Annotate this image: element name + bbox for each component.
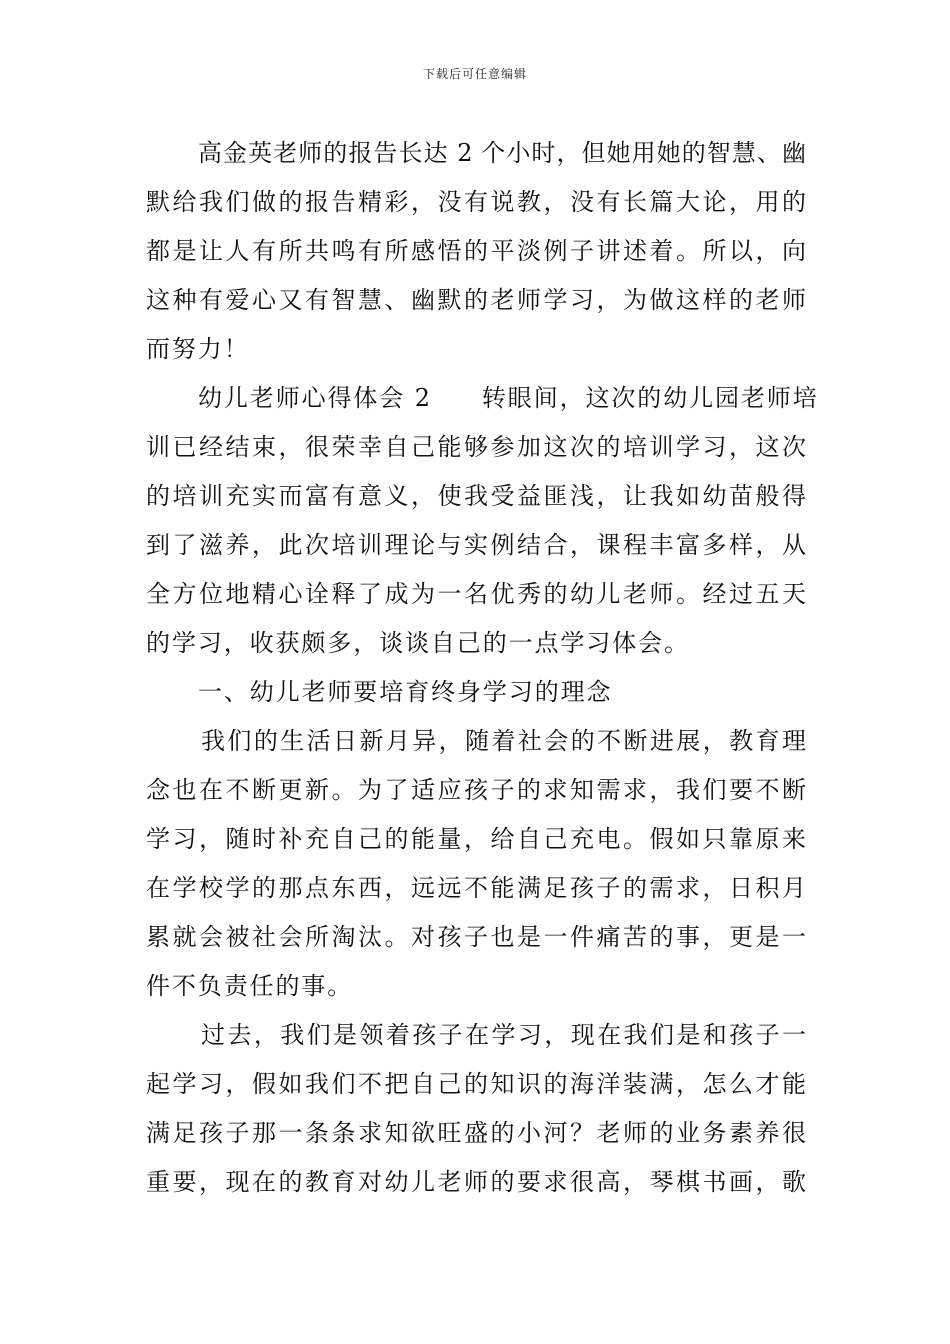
document-body bbox=[146, 129, 819, 1207]
text-line: 起学习，假如我们不把自己的知识的海洋装满，怎么才能 bbox=[146, 1070, 806, 1098]
text-line bbox=[146, 374, 819, 423]
text-line: 件不负责任的事。 bbox=[146, 972, 354, 1000]
text-line: 学习，随时补充自己的能量，给自己充电。假如只靠原来 bbox=[146, 825, 806, 853]
text-line: 的学习，收获颇多，谈谈自己的一点学习体会。 bbox=[146, 629, 690, 657]
text-line: 的培训充实而富有意义，使我受益匪浅，让我如幼苗般得 bbox=[146, 482, 806, 510]
text-line: 在学校学的那点东西，远远不能满足孩子的需求，日积月 bbox=[146, 874, 806, 902]
text-line: 满足孩子那一条条求知欲旺盛的小河？老师的业务素养很 bbox=[146, 1119, 806, 1147]
text-line: 过去，我们是领着孩子在学习，现在我们是和孩子一 bbox=[201, 1021, 806, 1049]
text-line: 重要，现在的教育对幼儿老师的要求很高，琴棋书画，歌 bbox=[146, 1168, 806, 1196]
text-line: 这种有爱心又有智慧、幽默的老师学习，为做这样的老师 bbox=[146, 286, 806, 314]
paragraph bbox=[146, 1011, 806, 1207]
text-line: 全方位地精心诠释了成为一名优秀的幼儿老师。经过五天 bbox=[146, 580, 806, 608]
text-fragment: 转眼间，这次的幼儿园老师培 bbox=[481, 384, 819, 412]
paragraph bbox=[146, 129, 806, 374]
page-header: 下载后可任意编辑 bbox=[422, 67, 527, 81]
section-title: 幼儿老师心得体会 2 bbox=[198, 384, 432, 412]
text-line: 高金英老师的报告长达 2 个小时，但她用她的智慧、幽 bbox=[198, 139, 806, 167]
text-line: 到了滋养，此次培训理论与实例结合，课程丰富多样，从 bbox=[146, 531, 806, 559]
section-heading: 一、幼儿老师要培育终身学习的理念 bbox=[198, 678, 613, 706]
paragraph bbox=[146, 717, 806, 1011]
text-line: 都是让人有所共鸣有所感悟的平淡例子讲述着。所以，向 bbox=[146, 237, 806, 265]
text-line: 默给我们做的报告精彩，没有说教，没有长篇大论，用的 bbox=[146, 188, 806, 216]
paragraph bbox=[146, 374, 819, 668]
text-line: 而努力！ bbox=[146, 335, 250, 363]
text-line: 累就会被社会所淘汰。对孩子也是一件痛苦的事，更是一 bbox=[146, 923, 806, 951]
text-line: 我们的生活日新月异，随着社会的不断进展，教育理 bbox=[201, 727, 806, 755]
text-line: 念也在不断更新。为了适应孩子的求知需求，我们要不断 bbox=[146, 776, 806, 804]
paragraph bbox=[146, 668, 806, 717]
text-line: 训已经结束，很荣幸自己能够参加这次的培训学习，这次 bbox=[146, 433, 806, 461]
